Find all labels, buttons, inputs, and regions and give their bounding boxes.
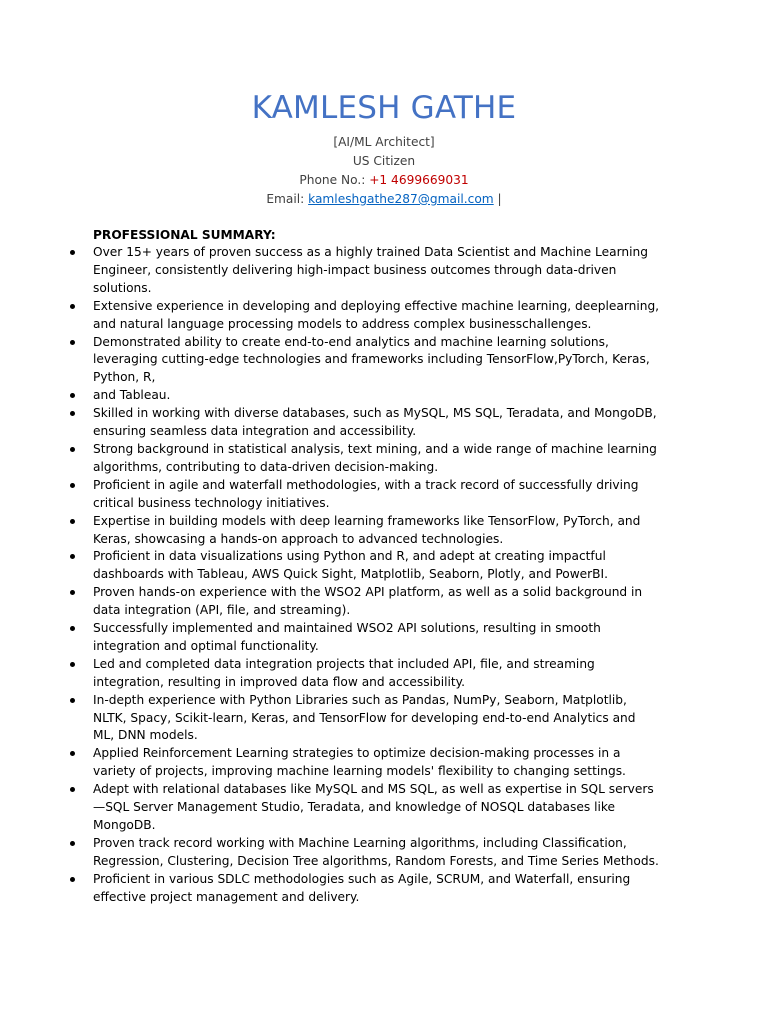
summary-item-line: Demonstrated ability to create end-to-end analytics and machine learning solutions,: [93, 334, 609, 349]
bullet-dot-icon: [70, 393, 75, 398]
summary-item-line: data integration (API, file, and streaming).: [93, 603, 351, 618]
bullet-dot-icon: [70, 662, 75, 667]
summary-item-line: and Tableau.: [93, 388, 171, 403]
email-label: Email:: [266, 192, 309, 206]
summary-item-line: —SQL Server Management Studio, Teradata, and knowledge of NOSQL databases like: [93, 800, 615, 815]
summary-item-line: ensuring seamless data integration and accessibility.: [93, 424, 417, 439]
summary-item: [93, 620, 683, 656]
summary-item-line: integration and optimal functionality.: [93, 638, 319, 653]
summary-item-line: Keras, showcasing a hands-on approach to advanced technologies.: [93, 531, 504, 546]
summary-item-line: Applied Reinforcement Learning strategies to optimize decision-making processes in a: [93, 746, 621, 761]
summary-item-line: variety of projects, improving machine learning models' flexibility to changing settings.: [93, 764, 626, 779]
bullet-dot-icon: [70, 877, 75, 882]
summary-item-line: integration, resulting in improved data flow and accessibility.: [93, 674, 465, 689]
email-line: [0, 190, 768, 209]
summary-item: [93, 692, 683, 746]
summary-item: [93, 244, 683, 298]
phone-number: +1 4699669031: [369, 173, 469, 187]
bullet-dot-icon: [70, 590, 75, 595]
summary-heading: PROFESSIONAL SUMMARY:: [93, 228, 276, 242]
summary-item-line: Proven track record working with Machine Learning algorithms, including Classification,: [93, 835, 627, 850]
summary-item-line: algorithms, contributing to data-driven decision-making.: [93, 459, 439, 474]
bullet-dot-icon: [70, 483, 75, 488]
bullet-dot-icon: [70, 554, 75, 559]
summary-item-line: leveraging cutting-edge technologies and frameworks including TensorFlow,PyTorch, Keras,: [93, 352, 650, 367]
summary-item: [93, 548, 683, 584]
bullet-dot-icon: [70, 626, 75, 631]
summary-item: [93, 387, 683, 405]
citizenship: US Citizen: [352, 154, 416, 168]
summary-item: [93, 334, 683, 388]
summary-item-line: Proven hands-on experience with the WSO2 API platform, as well as a solid background in: [93, 585, 643, 600]
bullet-dot-icon: [70, 250, 75, 255]
summary-item: [93, 298, 683, 334]
summary-item-line: Over 15+ years of proven success as a highly trained Data Scientist and Machine Learning: [93, 245, 648, 259]
phone-line: [0, 171, 768, 190]
summary-item-line: Proficient in data visualizations using Python and R, and adept at creating impactful: [93, 549, 606, 564]
bullet-dot-icon: [70, 751, 75, 756]
summary-item-line: NLTK, Spacy, Scikit-learn, Keras, and TensorFlow for developing end-to-end Analytics and: [93, 710, 636, 725]
contact-block: [0, 133, 768, 209]
summary-item: [93, 441, 683, 477]
summary-item: [93, 405, 683, 441]
summary-item: [93, 781, 683, 835]
bullet-dot-icon: [70, 447, 75, 452]
summary-item-line: Proficient in agile and waterfall methodologies, with a track record of successfully driving: [93, 477, 639, 492]
summary-item-line: Regression, Clustering, Decision Tree algorithms, Random Forests, and Time Series Methods.: [93, 853, 659, 868]
bullet-dot-icon: [70, 787, 75, 792]
summary-item: [93, 745, 683, 781]
summary-item: [93, 513, 683, 549]
bullet-dot-icon: [70, 340, 75, 345]
bullet-dot-icon: [70, 411, 75, 416]
summary-item: [93, 656, 683, 692]
summary-item: [93, 835, 683, 871]
summary-item-line: dashboards with Tableau, AWS Quick Sight, Matplotlib, Seaborn, Plotly, and PowerBI.: [93, 567, 608, 582]
email-separator: |: [493, 192, 502, 206]
summary-item-line: Expertise in building models with deep learning frameworks like TensorFlow, PyTorch, and: [93, 513, 641, 528]
bullet-dot-icon: [70, 698, 75, 703]
summary-item-line: and natural language processing models to address complex businesschallenges.: [93, 316, 592, 331]
bullet-dot-icon: [70, 304, 75, 309]
candidate-name: KAMLESH GATHE: [251, 90, 517, 126]
summary-item-line: effective project management and delivery.: [93, 889, 360, 904]
summary-list: [93, 244, 683, 907]
summary-item-line: Extensive experience in developing and deploying effective machine learning, deeplearning,: [93, 298, 660, 313]
bullet-dot-icon: [70, 841, 75, 846]
summary-item-line: Strong background in statistical analysis, text mining, and a wide range of machine learning: [93, 441, 657, 456]
email-link[interactable]: kamleshgathe287@gmail.com: [308, 192, 494, 206]
phone-label: Phone No.:: [299, 173, 370, 187]
job-title: [AI/ML Architect]: [333, 135, 435, 149]
summary-item-line: solutions.: [93, 280, 152, 295]
summary-item-line: Successfully implemented and maintained WSO2 API solutions, resulting in smooth: [93, 621, 601, 636]
summary-item-line: ML, DNN models.: [93, 728, 198, 743]
summary-item: [93, 871, 683, 907]
bullet-dot-icon: [70, 519, 75, 524]
summary-item: [93, 584, 683, 620]
summary-item-line: Python, R,: [93, 370, 156, 385]
summary-item-line: Adept with relational databases like MySQL and MS SQL, as well as expertise in SQL servers: [93, 782, 654, 797]
summary-item-line: Proficient in various SDLC methodologies such as Agile, SCRUM, and Waterfall, ensuring: [93, 871, 631, 886]
summary-item-line: critical business technology initiatives.: [93, 495, 330, 510]
summary-item-line: Led and completed data integration projects that included API, file, and streaming: [93, 656, 595, 671]
summary-item-line: Engineer, consistently delivering high-impact business outcomes through data-driven: [93, 262, 617, 277]
summary-item-line: In-depth experience with Python Libraries such as Pandas, NumPy, Seaborn, Matplotlib,: [93, 692, 627, 707]
summary-item: [93, 477, 683, 513]
summary-item-line: MongoDB.: [93, 818, 156, 832]
summary-item-line: Skilled in working with diverse databases, such as MySQL, MS SQL, Teradata, and MongoDB,: [93, 406, 657, 421]
